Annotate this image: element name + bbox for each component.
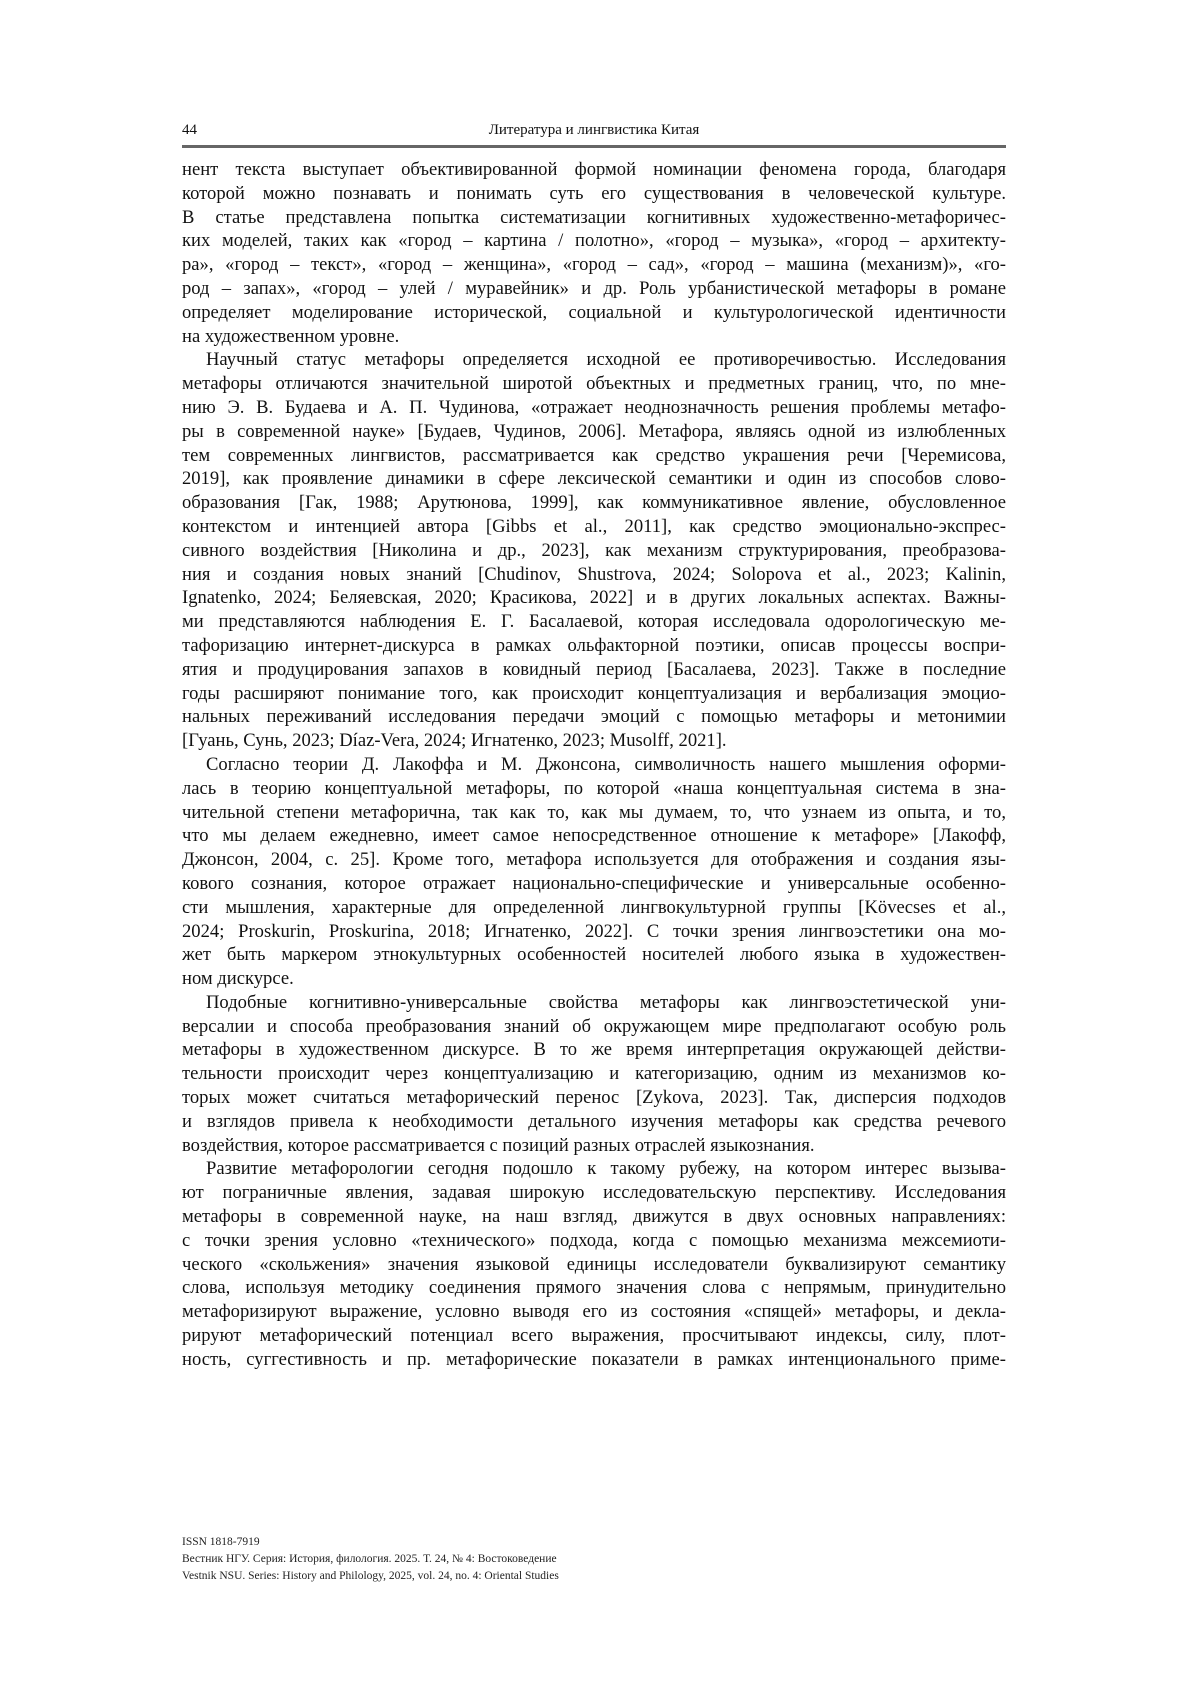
text-line: Джонсон, 2004, с. 25]. Кроме того, метафора используется для отображения и создания язы- (182, 849, 1006, 871)
text-line: лась в теорию концептуальной метафоры, по которой «наша концептуальная система в зна- (182, 777, 1006, 799)
text-line: что мы делаем ежедневно, имеет самое непосредственное отношение к метафоре» [Лакофф, (182, 825, 1006, 847)
text-line: нию Э. В. Будаева и А. П. Чудинова, «отражает неоднозначность решения проблемы метафо- (182, 396, 1006, 418)
text-line: ми представляются наблюдения Е. Г. Басалаевой, которая исследовала одорологическую ме- (182, 611, 1006, 633)
issn: ISSN 1818-7919 (182, 1536, 260, 1548)
text-line: рируют метафорический потенциал всего выражения, просчитывают индексы, силу, плот- (182, 1325, 1006, 1347)
text-line: слова, используя методику соединения прямого значения слова с непрямым, принудительно (182, 1277, 1006, 1299)
text-line: 2019], как проявление динамики в сфере лексической семантики и один из способов слово- (182, 468, 1006, 490)
text-line: которой можно познавать и понимать суть его существования в человеческой культуре. (182, 182, 1006, 204)
text-line: Подобные когнитивно-универсальные свойства метафоры как лингвоэстетической уни- (206, 991, 1006, 1013)
text-line: определяет моделирование исторической, социальной и культурологической идентичности (182, 301, 1006, 323)
text-line: ность, суггестивность и пр. метафорические показатели в рамках интенционального приме- (182, 1348, 1006, 1370)
text-line: чительной степени метафорична, так как то, как мы думаем, то, что узнаем из опыта, и то, (182, 801, 1006, 823)
text-line: нент текста выступает объективированной формой номинации феномена города, благодаря (182, 159, 1006, 180)
text-line: и взглядов привела к необходимости детального изучения метафоры как средства речевого (182, 1110, 1006, 1132)
text-line: ра», «город – текст», «город – женщина», «город – сад», «город – машина (механизм)», «го- (182, 254, 1006, 276)
text-line: нальных переживаний исследования передачи эмоций с помощью метафоры и метонимии (182, 706, 1006, 728)
text-line: ры в современной науке» [Будаев, Чудинов, 2006]. Метафора, являясь одной из излюбленных (182, 420, 1006, 442)
article-body (182, 158, 1006, 1372)
text-line: Ignatenko, 2024; Беляевская, 2020; Красикова, 2022] и в других локальных аспектах. Важны- (182, 587, 1006, 609)
text-line: ких моделей, таких как «город – картина / полотно», «город – музыка», «город – архитекту- (182, 230, 1006, 252)
citation-ru: Вестник НГУ. Серия: История, филология. 2025. Т. 24, № 4: Востоковедение (182, 1553, 557, 1565)
text-line: Согласно теории Д. Лакоффа и М. Джонсона, символичность нашего мышления оформи- (206, 753, 1006, 775)
text-line: Развитие метафорологии сегодня подошло к такому рубежу, на котором интерес вызыва- (206, 1158, 1006, 1180)
text-line: метафоризируют выражение, условно выводя его из состояния «спящей» метафоры, и декла- (182, 1301, 1006, 1323)
text-line: версалии и способа преобразования знаний об окружающем мире предполагают особую роль (182, 1015, 1006, 1037)
text-line: на художественном уровне. (182, 325, 400, 347)
text-line: кового сознания, которое отражает национально-специфические и универсальные особенно- (182, 872, 1006, 894)
text-line: ния и создания новых знаний [Chudinov, Shustrova, 2024; Solopova et al., 2023; Kalinin, (182, 563, 1006, 585)
text-line: жет быть маркером этнокультурных особенностей носителей любого языка в художествен- (182, 944, 1006, 966)
text-line: тем современных лингвистов, рассматривается как средство украшения речи [Черемисова, (182, 444, 1006, 466)
text-line: род – запах», «город – улей / муравейник» и др. Роль урбанистической метафоры в романе (182, 277, 1006, 299)
text-line: тельности происходит через концептуализацию и категоризацию, одним из механизмов ко- (182, 1063, 1006, 1085)
text-line: ческого «скольжения» значения языковой единицы исследователи буквализируют семантику (182, 1253, 1006, 1275)
running-header (182, 118, 1006, 142)
text-line: ют пограничные явления, задавая широкую исследовательскую перспективу. Исследования (182, 1182, 1006, 1204)
text-line: ятия и продуцирования запахов в ковидный период [Басалаева, 2023]. Также в последние (182, 658, 1006, 680)
citation-en: Vestnik NSU. Series: History and Philology, 2025, vol. 24, no. 4: Oriental Studies (182, 1570, 559, 1582)
text-line: воздействия, которое рассматривается с позиций разных отраслей языкознания. (182, 1134, 815, 1156)
text-line: метафоры в современной науке, на наш взгляд, движутся в двух основных направлениях: (182, 1206, 1006, 1228)
text-line: образования [Гак, 1988; Арутюнова, 1999], как коммуникативное явление, обусловленное (182, 492, 1006, 514)
text-line: 2024; Proskurin, Proskurina, 2018; Игнатенко, 2022]. С точки зрения лингвоэстетики она мо- (182, 920, 1006, 942)
text-line: годы расширяют понимание того, как происходит концептуализация и вербализация эмоцио- (182, 682, 1006, 704)
text-line: ном дискурсе. (182, 968, 294, 990)
text-line: [Гуань, Сунь, 2023; Díaz-Vera, 2024; Игнатенко, 2023; Musolff, 2021]. (182, 730, 727, 752)
text-line: Научный статус метафоры определяется исходной ее противоречивостью. Исследования (206, 349, 1006, 371)
journal-footer (182, 1534, 559, 1585)
text-line: сивного воздействия [Николина и др., 2023], как механизм структурирования, преобразова- (182, 539, 1006, 561)
page-number: 44 (182, 122, 197, 138)
text-line: метафоры отличаются значительной широтой объектных и предметных границ, что, по мне- (182, 373, 1006, 395)
text-line: тафоризацию интернет-дискурса в рамках ольфакторной поэтики, описав процессы воспри- (182, 634, 1006, 656)
text-line: контекстом и интенцией автора [Gibbs et al., 2011], как средство эмоционально-экспрес- (182, 515, 1006, 537)
text-line: торых может считаться метафорический перенос [Zykova, 2023]. Так, дисперсия подходов (182, 1087, 1006, 1109)
text-line: сти мышления, характерные для определенной лингвокультурной группы [Kövecses et al., (182, 896, 1006, 918)
running-title: Литература и лингвистика Китая (488, 122, 700, 138)
header-rule (182, 145, 1006, 148)
text-line: с точки зрения условно «технического» подхода, когда с помощью механизма межсемиоти- (182, 1229, 1006, 1251)
text-line: метафоры в художественном дискурсе. В то же время интерпретация окружающей действи- (182, 1039, 1006, 1061)
text-line: В статье представлена попытка систематизации когнитивных художественно-метафоричес- (182, 206, 1006, 228)
